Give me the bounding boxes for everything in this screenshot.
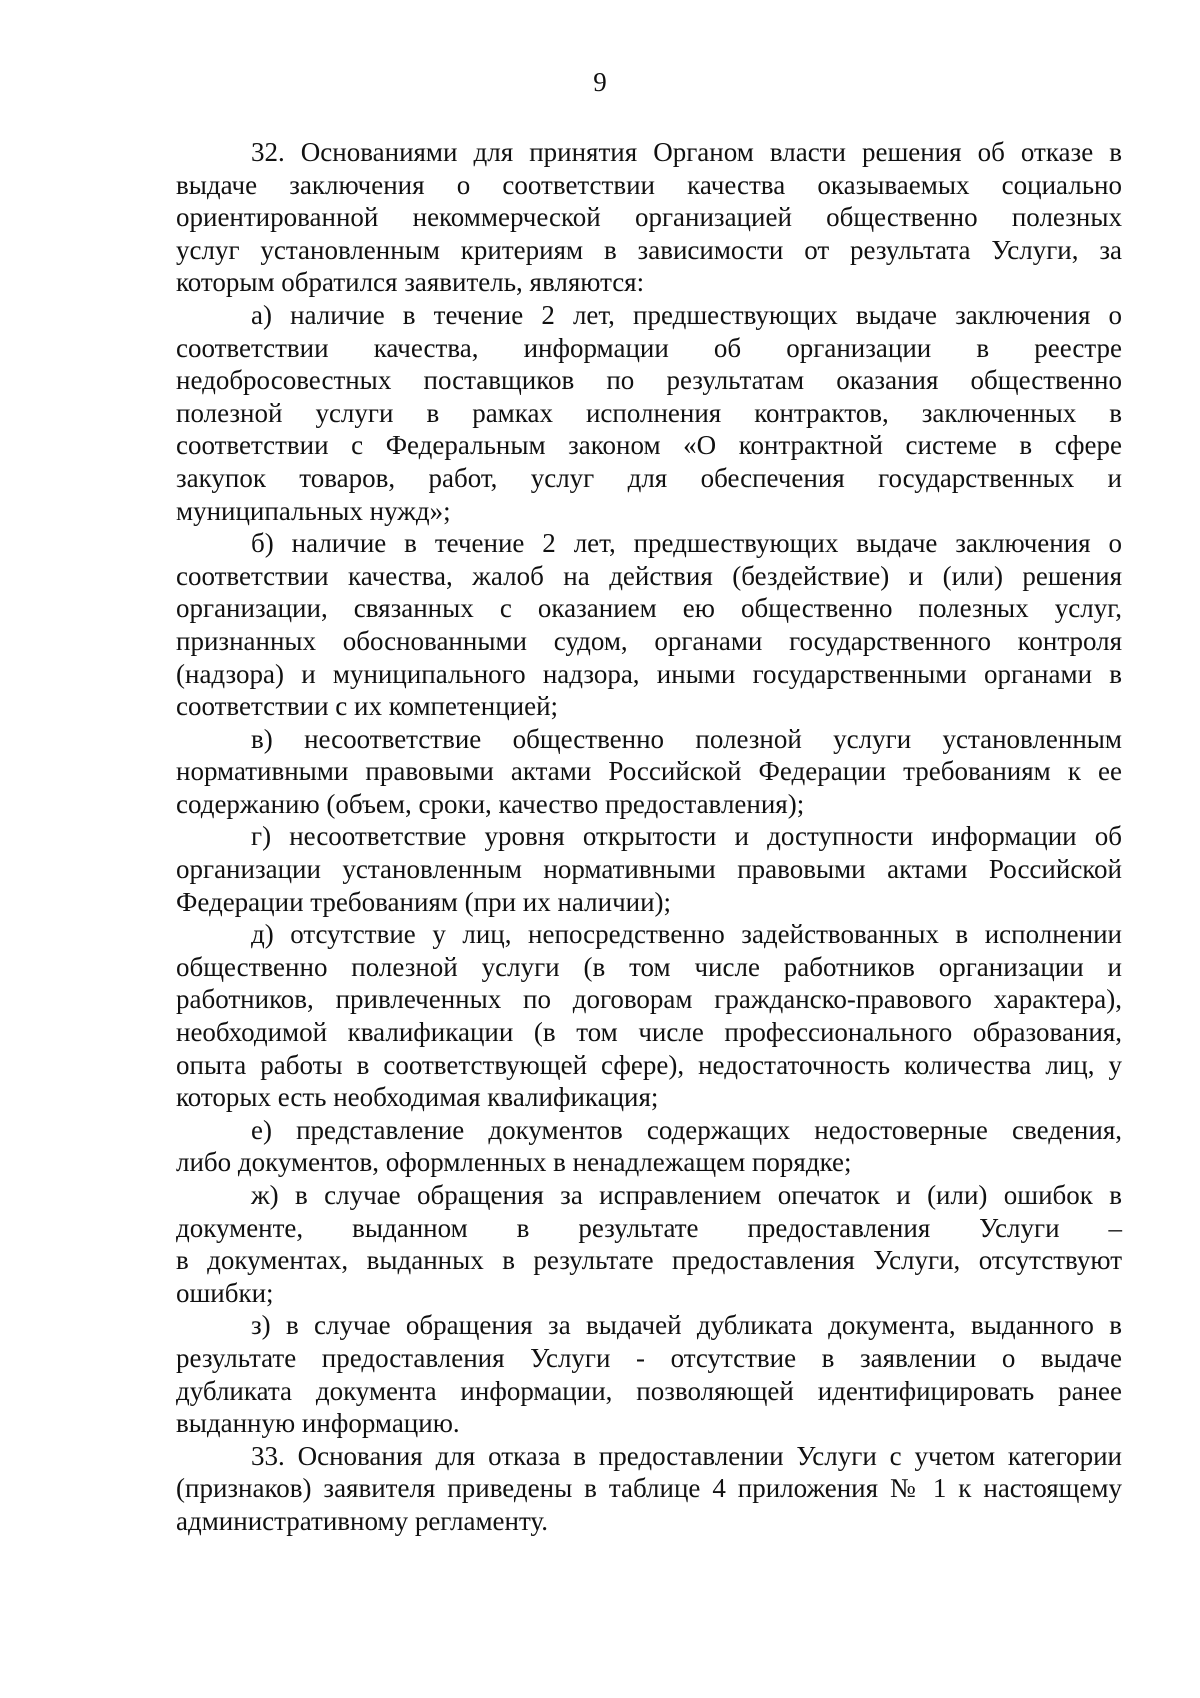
- text-line: административному регламенту.: [176, 1505, 548, 1536]
- text-line: д) отсутствие у лиц, непосредственно задействованных в исполнении: [251, 919, 1122, 950]
- text-line: в документах, выданных в результате предоставления Услуги, отсутствуют: [176, 1245, 1122, 1276]
- paragraph-v: [176, 723, 1122, 821]
- text-line: работников, привлеченных по договорам гражданско-правового характера),: [176, 984, 1122, 1015]
- text-line: (надзора) и муниципального надзора, иными государственными органами в: [176, 658, 1122, 689]
- text-line: выданную информацию.: [176, 1408, 460, 1439]
- text-line: муниципальных нужд»;: [176, 495, 451, 526]
- text-line: признанных обоснованными судом, органами государственного контроля: [176, 625, 1122, 656]
- page-number: 9: [593, 67, 607, 97]
- text-line: либо документов, оформленных в ненадлежащем порядке;: [176, 1147, 852, 1178]
- text-line: необходимой квалификации (в том числе профессионального образования,: [176, 1017, 1122, 1048]
- text-line: которых есть необходимая квалификация;: [176, 1082, 659, 1113]
- text-line: результате предоставления Услуги - отсутствие в заявлении о выдаче: [176, 1342, 1122, 1373]
- text-line: (признаков) заявителя приведены в таблице 4 приложения № 1 к настоящему: [176, 1473, 1122, 1504]
- text-line: соответствии с Федеральным законом «О контрактной системе в сфере: [176, 430, 1122, 461]
- paragraph-32: [176, 136, 1122, 299]
- text-line: ж) в случае обращения за исправлением опечаток и (или) ошибок в: [251, 1180, 1122, 1210]
- paragraph-b: [176, 527, 1122, 723]
- paragraph-33: [176, 1440, 1122, 1538]
- text-line: б) наличие в течение 2 лет, предшествующих выдаче заключения о: [251, 528, 1122, 559]
- text-line: содержанию (объем, сроки, качество предоставления);: [176, 788, 805, 819]
- text-line: недобросовестных поставщиков по результатам оказания общественно: [176, 365, 1122, 396]
- text-line: ориентированной некоммерческой организацией общественно полезных: [176, 202, 1122, 233]
- paragraph-e: [176, 1114, 1122, 1179]
- text-line: соответствии качества, информации об организации в реестре: [176, 332, 1122, 363]
- paragraph-a: [176, 299, 1122, 527]
- text-line: которым обратился заявитель, являются:: [176, 267, 645, 298]
- text-line: общественно полезной услуги (в том числе работников организации и: [176, 951, 1122, 982]
- text-line: е) представление документов содержащих недостоверные сведения,: [251, 1114, 1122, 1145]
- text-line: Федерации требованиям (при их наличии);: [176, 886, 672, 917]
- text-line: 33. Основания для отказа в предоставлении Услуги с учетом категории: [251, 1440, 1122, 1471]
- text-line: закупок товаров, работ, услуг для обеспечения государственных и: [176, 462, 1122, 493]
- text-line: г) несоответствие уровня открытости и доступности информации об: [251, 821, 1122, 852]
- text-line: услуг установленным критериям в зависимости от результата Услуги, за: [176, 234, 1122, 265]
- text-line: а) наличие в течение 2 лет, предшествующих выдаче заключения о: [251, 299, 1122, 330]
- text-line: выдаче заключения о соответствии качества оказываемых социально: [176, 169, 1122, 200]
- text-line: соответствии качества, жалоб на действия (бездействие) и (или) решения: [176, 560, 1122, 591]
- text-line: полезной услуги в рамках исполнения контрактов, заключенных в: [176, 397, 1122, 428]
- paragraph-zh: [176, 1179, 1122, 1309]
- text-line: организации установленным нормативными правовыми актами Российской: [176, 854, 1122, 885]
- text-line: нормативными правовыми актами Российской Федерации требованиям к ее: [176, 756, 1122, 787]
- text-line: ошибки;: [176, 1277, 274, 1308]
- text-line: в) несоответствие общественно полезной услуги установленным: [251, 723, 1122, 754]
- text-line: 32. Основаниями для принятия Органом власти решения об отказе в: [251, 137, 1122, 167]
- text-line: з) в случае обращения за выдачей дубликата документа, выданного в: [251, 1310, 1122, 1341]
- document-body: [176, 136, 1122, 1538]
- text-line: опыта работы в соответствующей сфере), недостаточность количества лиц, у: [176, 1049, 1122, 1080]
- text-line: дубликата документа информации, позволяющей идентифицировать ранее: [176, 1375, 1122, 1406]
- paragraph-d: [176, 918, 1122, 1114]
- text-line: организации, связанных с оказанием ею общественно полезных услуг,: [176, 593, 1122, 624]
- text-line: соответствии с их компетенцией;: [176, 691, 559, 722]
- paragraph-g: [176, 820, 1122, 918]
- paragraph-z: [176, 1309, 1122, 1439]
- text-line: документе, выданном в результате предоставления Услуги –: [176, 1212, 1122, 1243]
